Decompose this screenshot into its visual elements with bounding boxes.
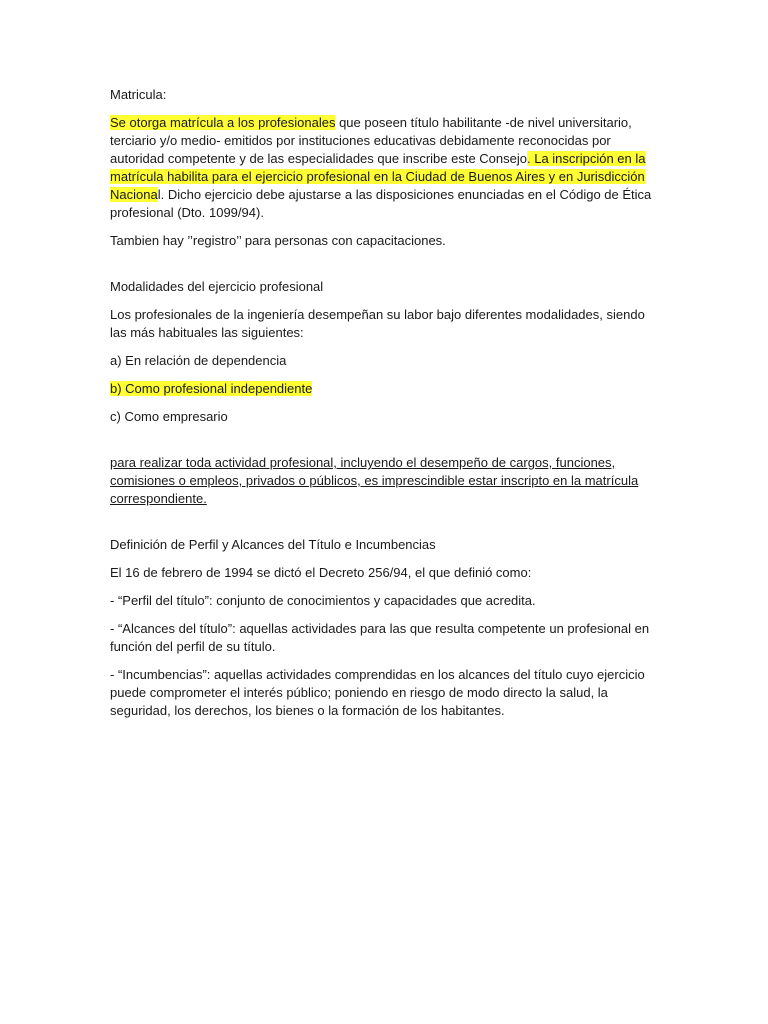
paragraph-matricula bbox=[110, 114, 658, 222]
paragraph-text: que poseen título habilitante -de nivel universitario, terciario y/o medio- emitidos por instituciones educativas debidamente reconocidas por autoridad competente y de las especialidades que inscribe este Consejo bbox=[110, 115, 632, 166]
list-item-b bbox=[110, 380, 658, 398]
section-heading-modalidades: Modalidades del ejercicio profesional bbox=[110, 279, 324, 294]
paragraph-decreto: El 16 de febrero de 1994 se dictó el Decreto 256/94, el que definió como: bbox=[110, 565, 532, 580]
list-item-c: c) Como empresario bbox=[110, 409, 228, 424]
paragraph-modalidades-intro: Los profesionales de la ingeniería desempeñan su labor bajo diferentes modalidades, siendo las más habituales las siguientes: bbox=[110, 307, 645, 340]
highlighted-text: b) Como profesional independiente bbox=[110, 381, 313, 396]
definition-incumbencias: - “Incumbencias”: aquellas actividades comprendidas en los alcances del título cuyo ejercicio puede comprometer el interés público; poniendo en riesgo de modo directo la salud, la seguridad, los derechos, los bienes o la formación de los habitantes. bbox=[110, 667, 645, 718]
list-item-a: a) En relación de dependencia bbox=[110, 353, 287, 368]
highlighted-text: Se otorga matrícula a los profesionales bbox=[110, 115, 336, 130]
definition-perfil: - “Perfil del título”: conjunto de conocimientos y capacidades que acredita. bbox=[110, 593, 536, 608]
document-page bbox=[110, 86, 658, 730]
section-heading-perfil: Definición de Perfil y Alcances del Título e Incumbencias bbox=[110, 537, 436, 552]
paragraph-underlined-note: para realizar toda actividad profesional, incluyendo el desempeño de cargos, funciones, comisiones o empleos, privados o públicos, es imprescindible estar inscripto en la matrícula correspondiente. bbox=[110, 455, 639, 506]
highlighted-text: . La inscripción en la matrícula habilita para el ejercicio profesional en la Ciudad de Buenos Aires y en Jurisdicción Naciona bbox=[110, 151, 646, 202]
definition-alcances: - “Alcances del título”: aquellas actividades para las que resulta competente un profesional en función del perfil de su título. bbox=[110, 621, 650, 654]
section-heading-matricula: Matricula: bbox=[110, 87, 167, 102]
paragraph-registro: Tambien hay ’’registro’’ para personas con capacitaciones. bbox=[110, 233, 446, 248]
paragraph-text: l. Dicho ejercicio debe ajustarse a las disposiciones enunciadas en el Código de Ética profesional (Dto. 1099/94). bbox=[110, 187, 652, 220]
